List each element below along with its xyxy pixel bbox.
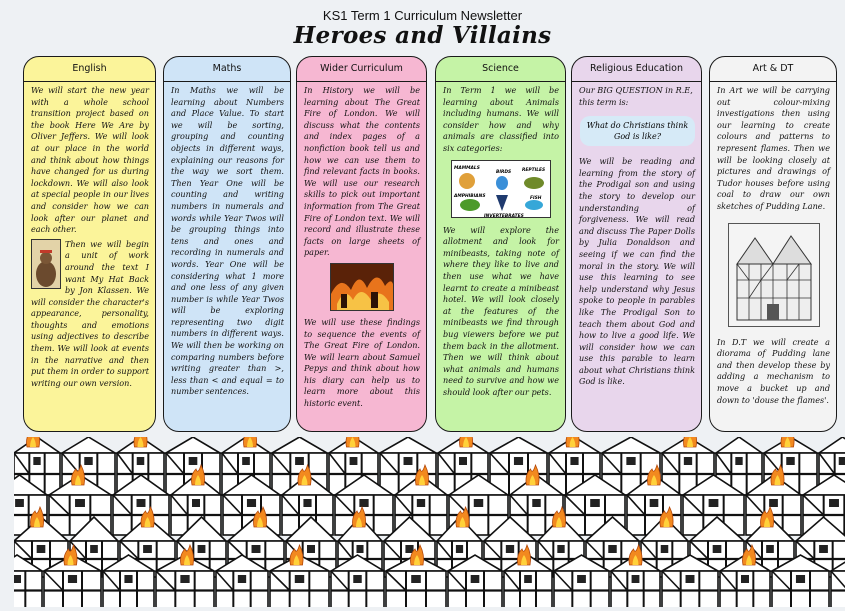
label-invertebrates: INVERTEBRATES bbox=[484, 213, 524, 219]
wider-curriculum-panel bbox=[296, 56, 427, 432]
science-paragraph-1: In Term 1 we will be learning about Animals including humans. We will consider how and why animals are classified into six categories: bbox=[443, 85, 559, 153]
re-paragraph: We will be reading and learning from the story of the Prodigal son and using the story to develop our understanding of forgiveness. We will read and discuss The Paper Dolls by Julia Donaldson and seeing if we can find the moral in the story. We will use this learning to see help understand why Jesus spoke to people in parables like The Prodigal Son to teach them about God and how to live a good life. We will consider how we can use this parable to learn about what Christians think God is like. bbox=[579, 156, 695, 387]
art-dt-heading: Art & DT bbox=[710, 57, 836, 82]
english-panel bbox=[23, 56, 156, 432]
maths-heading: Maths bbox=[164, 57, 290, 82]
religious-education-heading: Religious Education bbox=[572, 57, 701, 82]
big-question-bubble bbox=[580, 116, 695, 146]
science-panel bbox=[435, 56, 566, 432]
wider-curriculum-heading: Wider Curriculum bbox=[297, 57, 426, 82]
hat-book-image bbox=[31, 239, 61, 289]
great-fire-image bbox=[330, 263, 394, 311]
english-heading: English bbox=[24, 57, 155, 82]
big-question-text: What do Christians think God is like? bbox=[586, 121, 689, 142]
wider-paragraph-2: We will use these findings to sequence the events of The Great Fire of London. We will learn about Samuel Pepys and think about how his diary can help us to learn more about this historic event. bbox=[304, 316, 420, 409]
art-paragraph-2: In D.T we will create a diorama of Pudding lane and then develop these by adding a mechanism to move a bucket up and down to 'douse the flames'. bbox=[717, 336, 830, 405]
label-mammals: MAMMALS bbox=[454, 165, 480, 171]
art-dt-panel bbox=[709, 56, 837, 432]
label-amphibians: AMPHIBIANS bbox=[454, 193, 486, 199]
maths-paragraph: In Maths we will be learning about Numbers and Place Value. To start we will be sorting, grouping and counting objects in different ways, explaining our reasons for the way we sort them. Then Year One will be counting and writing numbers in numerals and words while Year Twos will be grouping things into tens and ones and recording in numerals and words. Year One will be considering what 1 more and one less of any given number is while Year Twos will be exploring representing two digit numbers in different ways. We will then be working on comparing numbers before writing greater than >, less than < and equal = to number sentences. bbox=[171, 85, 284, 397]
art-paragraph-1: In Art we will be carrying out colour-mixing investigations then using our learning to create colours and patterns to represent flames. Then we will be looking closely at pictures and drawings of Tudor houses before using coal to draw our own sketches of Pudding Lane. bbox=[717, 85, 830, 211]
maths-panel bbox=[163, 56, 291, 432]
label-reptiles: REPTILES bbox=[522, 167, 546, 173]
label-birds: BIRDS bbox=[496, 169, 512, 175]
burning-houses-illustration bbox=[14, 437, 845, 607]
label-fish: FISH bbox=[530, 195, 542, 201]
wider-paragraph-1: In History we will be learning about The Great Fire of London. We will discuss what the contents and index pages of a nonfiction book tell us and how we can use them to find relevant facts in books. We will use our research skills to pick out important information from The Great Fire of London text. We will record and illustrate these facts on large sheets of paper. bbox=[304, 85, 420, 258]
tudor-house-image bbox=[728, 223, 820, 327]
religious-education-panel bbox=[571, 56, 702, 432]
science-heading: Science bbox=[436, 57, 565, 82]
re-intro: Our BIG QUESTION in R.E, this term is: bbox=[579, 85, 693, 107]
english-paragraph-1: We will start the new year with a whole school transition project based on the book Here We Are by Oliver Jeffers. We will look at our place in the world and think about how things have changed for us during lockdown. We will also look at special people in our lives and consider how we can look after our planet and each other. bbox=[31, 85, 149, 235]
newsletter-title: Heroes and Villains bbox=[293, 22, 552, 49]
animal-categories-image bbox=[451, 160, 551, 218]
science-paragraph-2: We will explore the allotment and look for minibeasts, taking note of where they like to live and then use what we have learnt to create a minibeast hotel. We will look closely at the features of the minibeasts we find through bug viewers before we put them back in the allotment. Then we will think about what animals and humans need to survive and how we should look after our pets. bbox=[443, 224, 559, 397]
english-paragraph-2: Then we will begin a unit of work around the text I want My Hat Back by Jon Klassen. We will consider the character's appearance, personality, thoughts and emotions using adjectives to describe them. We will look at events in the narrative and then put them in order to support writing our own version. bbox=[31, 238, 149, 388]
newsletter-subtitle: KS1 Term 1 Curriculum Newsletter bbox=[322, 8, 523, 23]
